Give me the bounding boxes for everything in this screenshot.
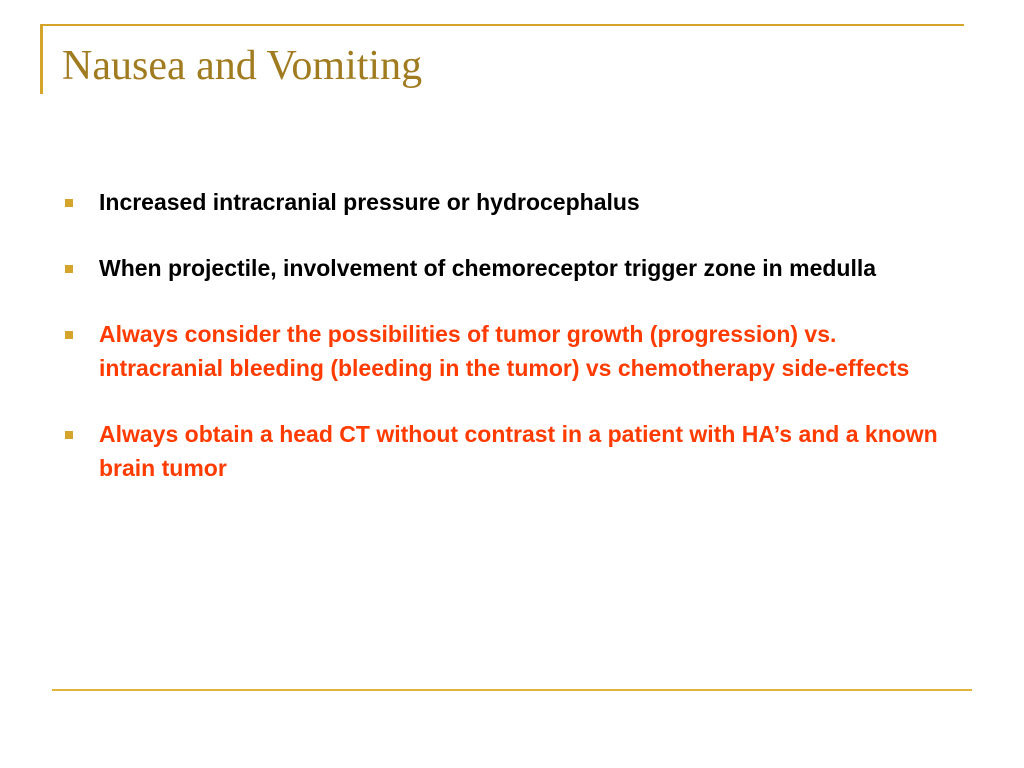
- bullet-item: [62, 417, 962, 485]
- bullet-item: [62, 251, 962, 285]
- bullet-text: Always consider the possibilities of tumor growth (progression) vs. intracranial bleeding (bleeding in the tumor) vs chemotherapy side-effects: [99, 321, 910, 381]
- square-bullet-icon: [65, 199, 73, 207]
- bullet-text: Always obtain a head CT without contrast in a patient with HA’s and a known brain tumor: [99, 421, 938, 481]
- bullet-item: [62, 185, 962, 219]
- bullet-item: [62, 317, 962, 385]
- bottom-rule: [52, 689, 972, 691]
- square-bullet-icon: [65, 431, 73, 439]
- bullet-text: When projectile, involvement of chemoreceptor trigger zone in medulla: [99, 255, 877, 281]
- square-bullet-icon: [65, 331, 73, 339]
- bullet-text: Increased intracranial pressure or hydrocephalus: [99, 189, 640, 215]
- slide-title: Nausea and Vomiting: [62, 43, 423, 89]
- top-frame-rule: [40, 24, 964, 26]
- square-bullet-icon: [65, 265, 73, 273]
- bullet-list: [62, 185, 962, 517]
- left-frame-rule: [40, 24, 43, 94]
